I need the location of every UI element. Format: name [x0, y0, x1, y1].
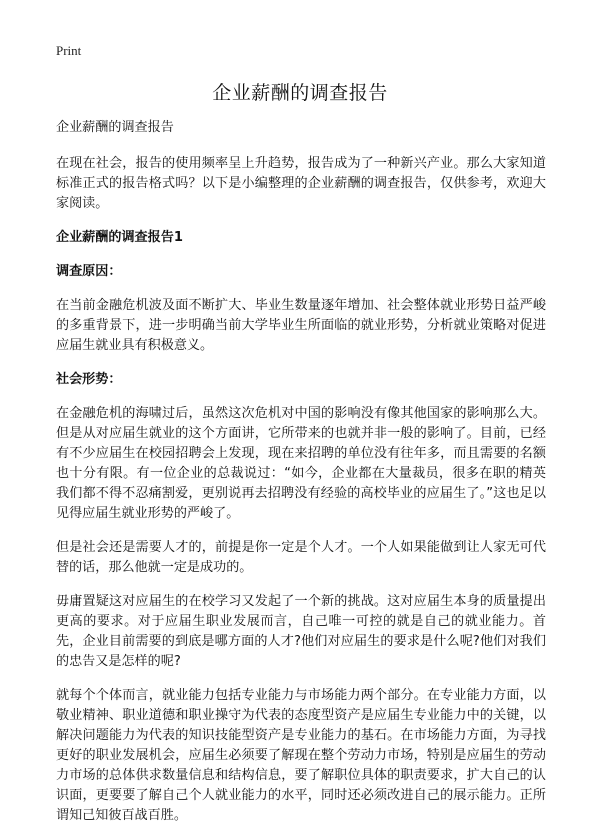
situation-paragraph: 在金融危机的海啸过后，虽然这次危机对中国的影响没有像其他国家的影响那么大。但是从对应届生就业的这个方面讲，它所带来的也就并非一般的影响了。目前，已经有不少应届生在校园招聘会上发现，现在来招聘的单位没有往年多，而且需要的名额也十分有限。有一位企业的总裁说过：“如今，企业都在大量裁员，很多在职的精英我们都不得不忍痛割爱，更别说再去招聘没有经验的高校毕业的应届生了。”这也足以见得应届生就业形势的严峻了。 — [56, 406, 546, 521]
situation-paragraph: 但是社会还是需要人才的，前提是你一定是个人才。一个人如果能做到让人家无可代替的话，那么他就一定是成功的。 — [56, 540, 546, 575]
situation-paragraph: 毋庸置疑这对应届生的在校学习又发起了一个新的挑战。这对应届生本身的质量提出更高的要求。对于应届生职业发展而言，自己唯一可控的就是自己的就业能力。首先，企业目前需要的到底是哪方面的人才?他们对应届生的要求是什么呢?他们对我们的忠告又是怎样的呢? — [56, 594, 546, 669]
document-subtitle: 企业薪酬的调查报告 — [56, 120, 174, 135]
situation-heading: 社会形势： — [56, 372, 122, 387]
print-link[interactable]: Print — [56, 43, 82, 58]
situation-paragraph: 就每个个体而言，就业能力包括专业能力与市场能力两个部分。在专业能力方面，以敬业精神、职业道德和职业操守为代表的态度型资产是应届生专业能力中的关键，以解决问题能力为代表的知识技能型资产是专业能力的基石。在市场能力方面，为寻找更好的职业发展机会，应届生必须要了解现在整个劳动力市场，特别是应届生的劳动力市场的总体供求数量信息和结构信息，要了解职位具体的职责要求，扩大自己的认识面，更要要了解自己个人就业能力的水平，同时还必须改进自己的展示能力。正所谓知己知彼百战百胜。 — [56, 688, 546, 823]
reason-paragraph: 在当前金融危机波及面不断扩大、毕业生数量逐年增加、社会整体就业形势日益严峻的多重背景下，进一步明确当前大学毕业生所面临的就业形势，分析就业策略对促进应届生就业具有积极意义。 — [56, 298, 546, 353]
section-heading: 企业薪酬的调查报告1 — [56, 230, 183, 245]
intro-paragraph: 在现在社会，报告的使用频率呈上升趋势，报告成为了一种新兴产业。那么大家知道标准正式的报告格式吗？以下是小编整理的企业薪酬的调查报告，仅供参考，欢迎大家阅读。 — [56, 156, 546, 211]
reason-heading: 调查原因： — [56, 264, 122, 279]
document-body — [56, 118, 546, 840]
document-title: 企业薪酬的调查报告 — [212, 82, 388, 104]
